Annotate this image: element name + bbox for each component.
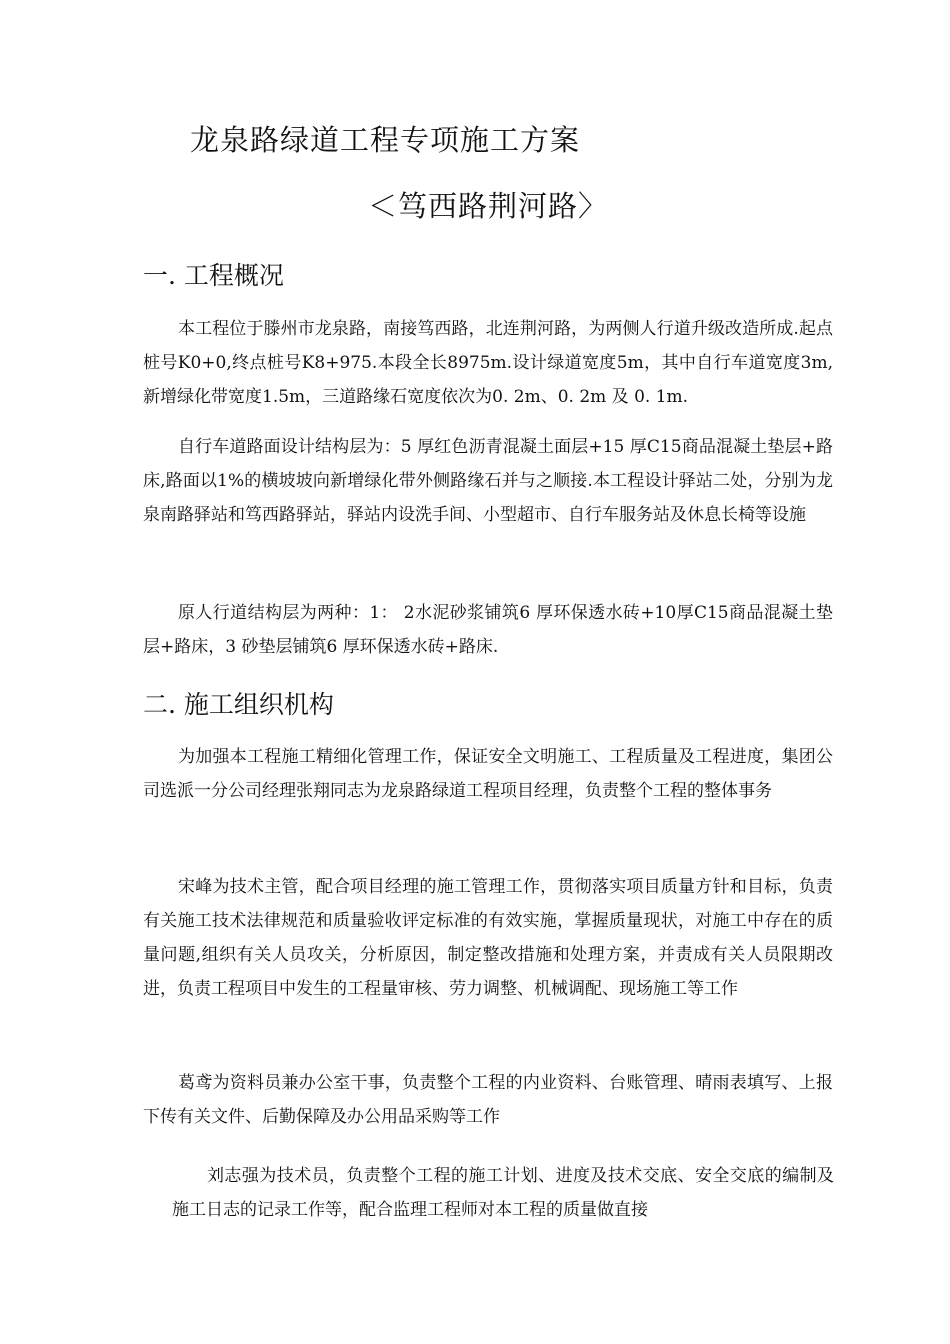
section-heading-overview: 一. 工程概况 <box>143 261 284 290</box>
paragraph-project-location: 本工程位于滕州市龙泉路，南接笃西路，北连荆河路，为两侧人行道升级改造所成.起点桩号K0+0,终点桩号K8+975.本段全长8975m.设计绿道宽度5m，其中自行车道宽度3m,新增绿化带宽度1.5m，三道路缘石宽度依次为0. 2m、0. 2m 及 0. 1m. <box>143 319 833 407</box>
paragraph-bike-lane-structure: 自行车道路面设计结构层为：5 厚红色沥青混凝土面层+15 厚C15商品混凝土垫层+路床,路面以1%的横坡坡向新增绿化带外侧路缘石并与之顺接.本工程设计驿站二处，分别为龙泉南路驿站和笃西路驿站，驿站内设洗手间、小型超市、自行车服务站及休息长椅等设施 <box>143 437 833 525</box>
paragraph-project-manager: 为加强本工程施工精细化管理工作，保证安全文明施工、工程质量及工程进度，集团公司选派一分公司经理张翔同志为龙泉路绿道工程项目经理，负责整个工程的整体事务 <box>143 747 833 801</box>
paragraph-technical-supervisor: 宋峰为技术主管，配合项目经理的施工管理工作，贯彻落实项目质量方针和目标，负责有关施工技术法律规范和质量验收评定标准的有效实施，掌握质量现状，对施工中存在的质量问题,组织有关人员攻关，分析原因，制定整改措施和处理方案，并责成有关人员限期改进，负责工程项目中发生的工程量审核、劳力调整、机械调配、现场施工等工作 <box>143 877 833 999</box>
document-subtitle: ＜笃西路荆河路〉 <box>368 189 609 223</box>
paragraph-document-clerk: 葛鸢为资料员兼办公室干事，负责整个工程的内业资料、台账管理、晴雨表填写、上报下传有关文件、后勤保障及办公用品采购等工作 <box>143 1073 833 1127</box>
section-heading-organization: 二. 施工组织机构 <box>143 690 334 719</box>
document-title: 龙泉路绿道工程专项施工方案 <box>190 123 581 157</box>
paragraph-technician: 刘志强为技术员，负责整个工程的施工计划、进度及技术交底、安全交底的编制及施工日志的记录工作等，配合监理工程师对本工程的质量做直接 <box>172 1166 834 1220</box>
paragraph-sidewalk-structure: 原人行道结构层为两种：1： 2水泥砂浆铺筑6 厚环保透水砖+10厚C15商品混凝土垫层+路床，3 砂垫层铺筑6 厚环保透水砖+路床. <box>143 603 833 657</box>
